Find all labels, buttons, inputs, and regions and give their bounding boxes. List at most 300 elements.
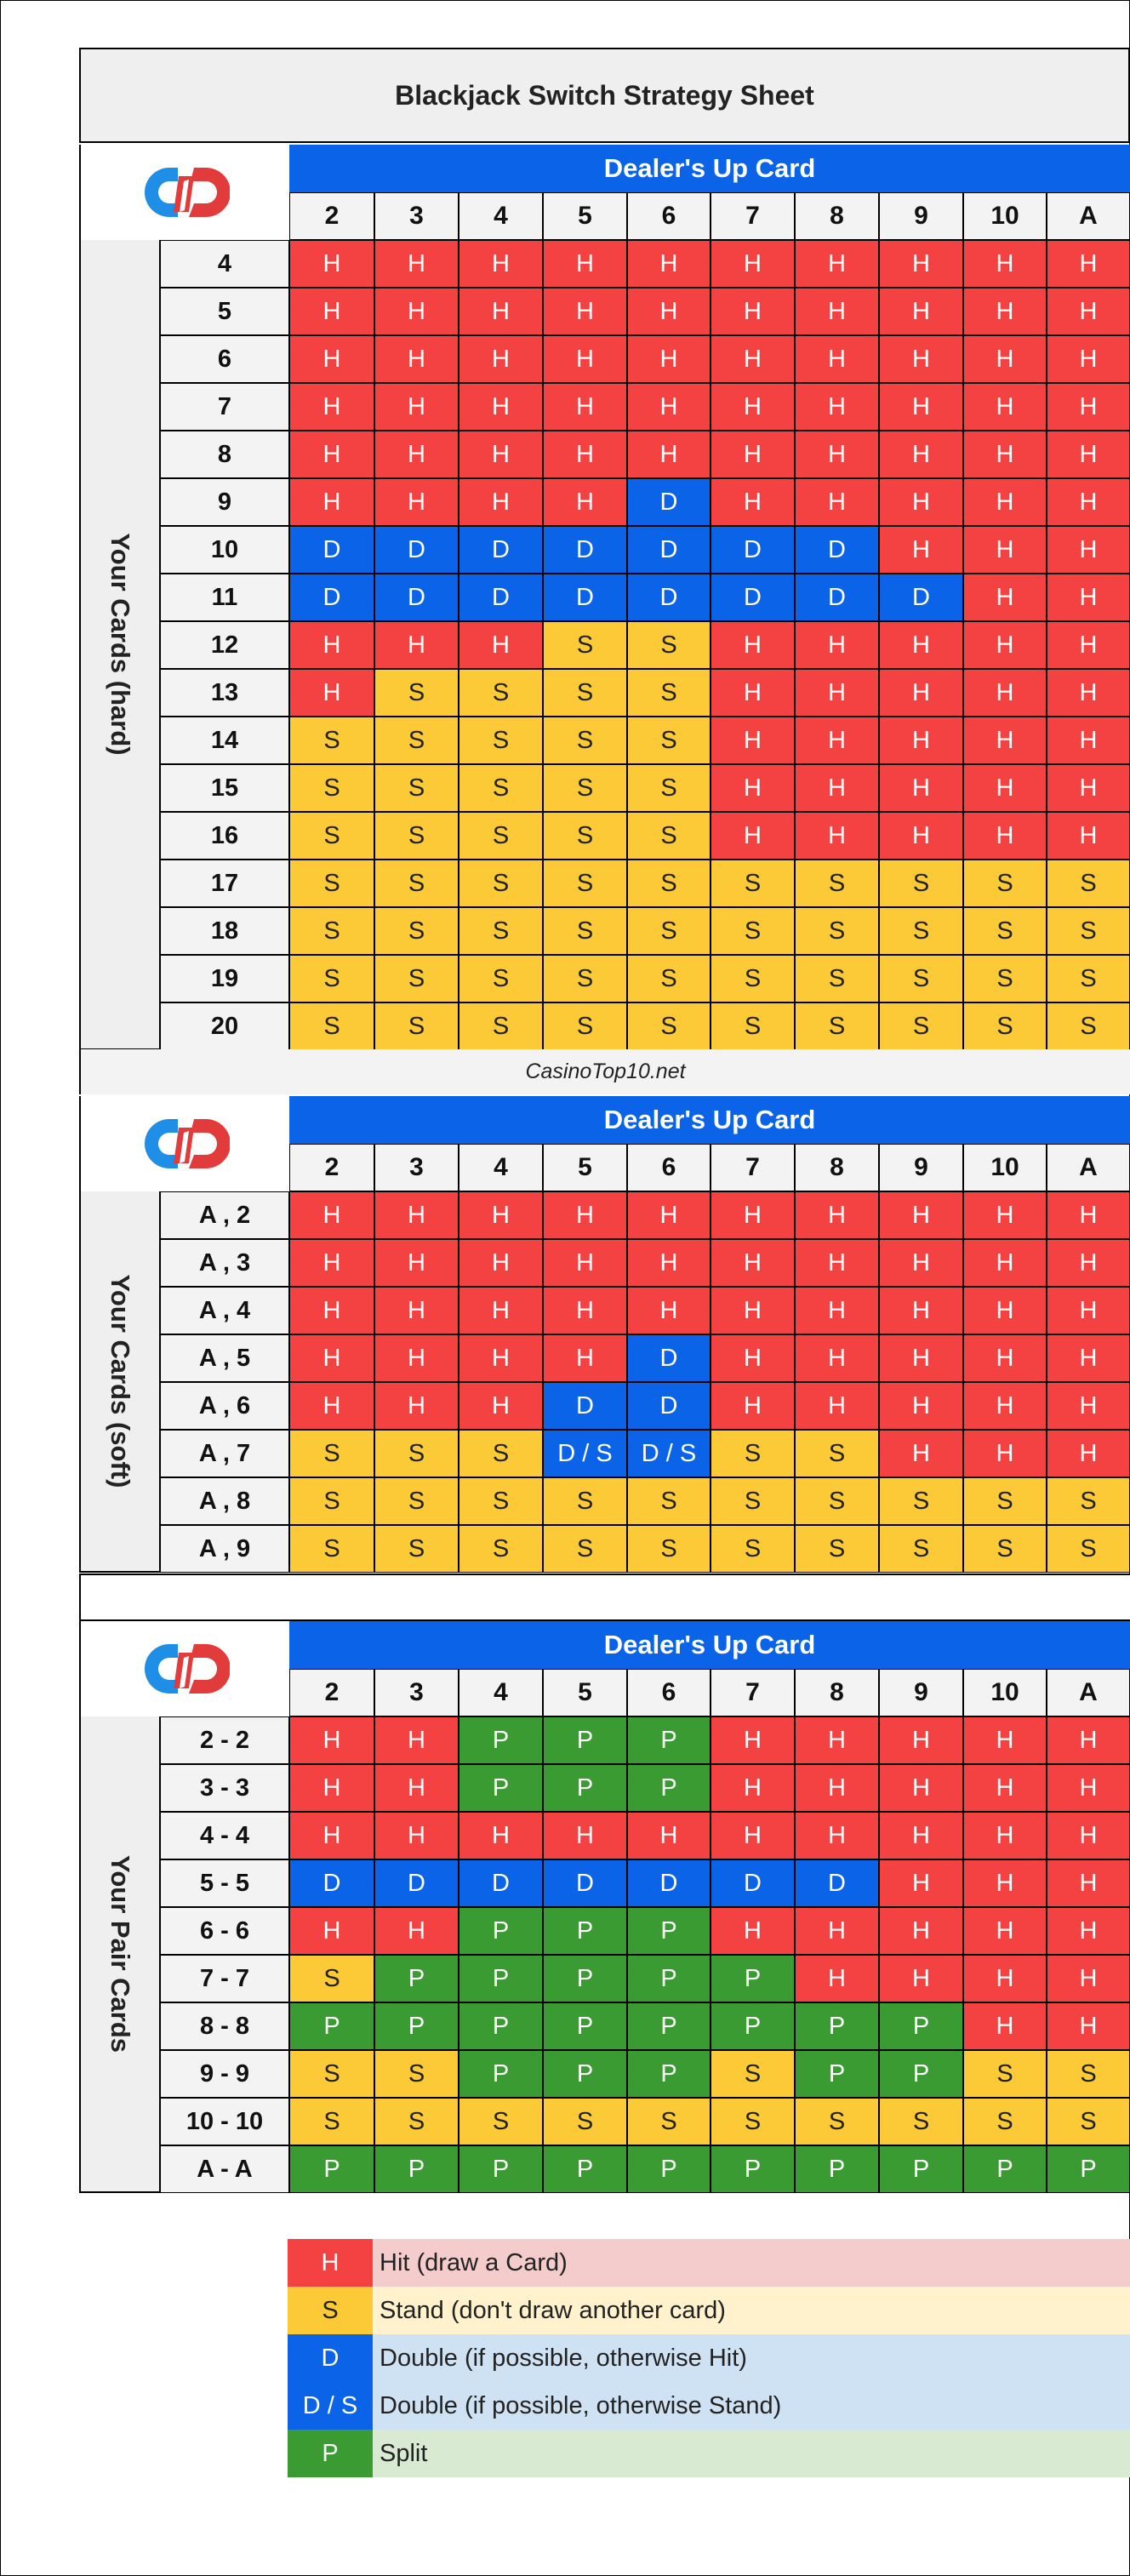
strategy-cell: H [879,1859,963,1907]
strategy-cell: H [543,1239,627,1287]
strategy-cell: H [963,335,1047,383]
player-hand-label: 12 [160,621,289,669]
strategy-cell: P [289,2002,374,2050]
strategy-cell: H [289,240,374,288]
strategy-cell: H [795,1955,879,2002]
strategy-cell: S [289,764,374,812]
strategy-cell: P [627,1955,711,2002]
strategy-cell: H [795,288,879,335]
strategy-cell: S [543,1477,627,1525]
strategy-cell: H [543,335,627,383]
strategy-cell: H [1047,383,1130,431]
strategy-cell: S [543,621,627,669]
strategy-cell: S [1047,907,1130,955]
strategy-cell: D / S [543,1430,627,1477]
strategy-cell: H [289,1716,374,1764]
player-hand-label: 2 - 2 [160,1716,289,1764]
player-hand-label: 14 [160,717,289,764]
strategy-cell: H [543,431,627,478]
strategy-cell: H [795,478,879,526]
table-row [160,1287,1130,1334]
player-hand-label: A , 6 [160,1382,289,1430]
strategy-cell: S [963,2050,1047,2098]
dealer-card-2: 2 [289,192,374,240]
strategy-cell: H [459,240,543,288]
strategy-cell: S [374,669,459,717]
strategy-cell: S [627,621,711,669]
strategy-cell: P [543,2002,627,2050]
strategy-cell: H [795,669,879,717]
strategy-cell: H [963,621,1047,669]
strategy-cell: S [289,1002,374,1050]
strategy-cell: P [374,2145,459,2193]
strategy-cell: H [879,812,963,860]
strategy-cell: H [459,1239,543,1287]
player-hand-label: 4 - 4 [160,1812,289,1859]
strategy-cell: H [374,240,459,288]
dealer-card-A: A [1047,192,1130,240]
strategy-cell: H [963,717,1047,764]
strategy-cell: S [879,907,963,955]
strategy-cell: S [627,955,711,1002]
logo [79,1096,289,1191]
strategy-cell: H [879,717,963,764]
strategy-cell: P [543,1716,627,1764]
strategy-cell: P [711,2002,795,2050]
strategy-cell: S [459,1477,543,1525]
dealer-card-2: 2 [289,1669,374,1716]
strategy-cell: P [543,1764,627,1812]
strategy-cell: S [374,860,459,907]
table-row [160,955,1130,1002]
strategy-cell: H [1047,2002,1130,2050]
strategy-cell: H [711,1764,795,1812]
strategy-cell: H [963,669,1047,717]
strategy-cell: H [795,383,879,431]
strategy-cell: H [289,1334,374,1382]
strategy-cell: H [1047,717,1130,764]
strategy-cell: P [289,2145,374,2193]
table-row [160,1955,1130,2002]
strategy-cell: P [711,2145,795,2193]
strategy-cell: S [879,2098,963,2145]
side-label-cell [79,240,160,1050]
player-hand-label: 10 [160,526,289,574]
strategy-cell: S [289,812,374,860]
legend-text: Double (if possible, otherwise Hit) [373,2334,1130,2382]
strategy-cell: H [879,431,963,478]
legend-text: Stand (don't draw another card) [373,2287,1130,2334]
strategy-cell: S [711,1477,795,1525]
strategy-cell: S [711,907,795,955]
side-label-cell [79,1716,160,2193]
strategy-cell: H [795,1239,879,1287]
strategy-table-2 [79,1621,1130,2193]
dealer-card-3: 3 [374,1144,459,1191]
strategy-cell: H [289,288,374,335]
strategy-cell: H [795,1191,879,1239]
strategy-cell: H [963,1382,1047,1430]
strategy-cell: S [963,860,1047,907]
strategy-table-0 [79,145,1130,1050]
dealer-card-5: 5 [543,1144,627,1191]
strategy-cell: D [459,1859,543,1907]
strategy-cell: H [963,812,1047,860]
sheet-title: Blackjack Switch Strategy Sheet [79,48,1130,143]
dealer-card-4: 4 [459,1144,543,1191]
strategy-cell: H [289,1239,374,1287]
strategy-cell: H [1047,1907,1130,1955]
strategy-cell: P [627,1716,711,1764]
strategy-cell: P [795,2050,879,2098]
strategy-cell: D [289,1859,374,1907]
strategy-cell: S [627,764,711,812]
dealer-card-6: 6 [627,1144,711,1191]
strategy-cell: H [289,1812,374,1859]
strategy-cell: H [963,1859,1047,1907]
strategy-cell: H [627,288,711,335]
strategy-cell: H [374,1334,459,1382]
legend-item [288,2334,1130,2382]
strategy-cell: D [879,574,963,621]
dealer-card-10: 10 [963,1144,1047,1191]
strategy-cell: H [795,335,879,383]
strategy-cell: H [795,621,879,669]
strategy-cell: H [1047,1764,1130,1812]
table-row [160,1191,1130,1239]
strategy-cell: H [879,1191,963,1239]
strategy-cell: D [627,574,711,621]
dealer-card-9: 9 [879,1144,963,1191]
table-row [160,1859,1130,1907]
strategy-cell: H [289,383,374,431]
strategy-cell: H [963,1191,1047,1239]
strategy-cell: H [879,526,963,574]
casinotop10-logo [141,164,230,220]
strategy-cell: S [543,717,627,764]
strategy-cell: D [711,526,795,574]
strategy-cell: H [879,1955,963,2002]
dealer-card-10: 10 [963,192,1047,240]
strategy-cell: H [289,478,374,526]
table-row [160,764,1130,812]
table-row [160,1239,1130,1287]
player-hand-label: 9 - 9 [160,2050,289,2098]
strategy-cell: S [795,1477,879,1525]
strategy-cell: H [1047,1859,1130,1907]
strategy-cell: H [711,1334,795,1382]
strategy-cell: H [289,1907,374,1955]
strategy-cell: H [879,1812,963,1859]
strategy-cell: S [1047,1477,1130,1525]
player-hand-label: 18 [160,907,289,955]
table-row [160,1907,1130,1955]
strategy-cell: S [711,2098,795,2145]
strategy-cell: H [879,1334,963,1382]
strategy-cell: P [627,1907,711,1955]
player-hand-label: 15 [160,764,289,812]
table-row [160,860,1130,907]
strategy-cell: S [627,812,711,860]
strategy-cell: H [289,669,374,717]
strategy-cell: H [963,1239,1047,1287]
strategy-cell: S [459,717,543,764]
strategy-cell: S [711,2050,795,2098]
strategy-cell: P [459,1764,543,1812]
strategy-cell: P [879,2145,963,2193]
strategy-cell: H [374,1191,459,1239]
dealer-card-8: 8 [795,192,879,240]
table-row [160,1002,1130,1050]
strategy-cell: H [795,812,879,860]
strategy-cell: H [963,574,1047,621]
strategy-cell: S [879,860,963,907]
strategy-cell: H [1047,1955,1130,2002]
strategy-cell: S [374,1525,459,1573]
table-row [160,907,1130,955]
strategy-cell: S [543,2098,627,2145]
strategy-cell: H [459,621,543,669]
strategy-cell: D [627,1334,711,1382]
strategy-cell: H [374,621,459,669]
strategy-cell: H [543,383,627,431]
strategy-cell: S [795,955,879,1002]
strategy-cell: D [289,574,374,621]
strategy-cell: H [459,335,543,383]
strategy-cell: H [1047,1812,1130,1859]
table-row [160,383,1130,431]
dealer-up-card-header: Dealer's Up Card [289,1621,1130,1669]
strategy-cell: H [1047,1716,1130,1764]
dealer-card-3: 3 [374,1669,459,1716]
table-row [160,2002,1130,2050]
strategy-cell: S [289,2050,374,2098]
strategy-cell: H [711,1287,795,1334]
dealer-card-5: 5 [543,1669,627,1716]
legend-key: P [288,2430,373,2477]
strategy-cell: S [459,1430,543,1477]
strategy-cell: H [879,621,963,669]
strategy-cell: S [1047,2050,1130,2098]
table-row [160,574,1130,621]
dealer-card-9: 9 [879,192,963,240]
strategy-cell: S [459,1525,543,1573]
strategy-cell: P [627,2145,711,2193]
strategy-cell: H [711,1382,795,1430]
strategy-cell: D [374,574,459,621]
strategy-cell: H [1047,574,1130,621]
strategy-cell: D [627,526,711,574]
strategy-cell: P [459,1955,543,2002]
strategy-cell: P [543,1907,627,1955]
player-hand-label: 13 [160,669,289,717]
strategy-cell: S [543,955,627,1002]
strategy-cell: H [963,1716,1047,1764]
table-row [160,478,1130,526]
strategy-cell: S [289,2098,374,2145]
strategy-cell: S [459,1002,543,1050]
strategy-cell: H [459,478,543,526]
legend-item [288,2382,1130,2430]
strategy-cell: D [459,526,543,574]
table-row [160,240,1130,288]
logo [79,1621,289,1716]
player-hand-label: A , 3 [160,1239,289,1287]
dealer-card-A: A [1047,1669,1130,1716]
strategy-cell: S [627,669,711,717]
strategy-cell: H [795,431,879,478]
strategy-cell: H [879,1287,963,1334]
strategy-cell: H [543,1334,627,1382]
strategy-cell: H [459,1287,543,1334]
strategy-cell: H [795,240,879,288]
dealer-card-7: 7 [711,192,795,240]
strategy-cell: H [1047,526,1130,574]
strategy-cell: S [711,1002,795,1050]
strategy-cell: H [1047,478,1130,526]
strategy-cell: H [879,669,963,717]
table-row [160,669,1130,717]
strategy-cell: H [711,764,795,812]
strategy-cell: S [374,1430,459,1477]
table-row [160,2050,1130,2098]
strategy-cell: D [795,574,879,621]
strategy-cell: H [711,478,795,526]
legend-key: D [288,2334,373,2382]
strategy-cell: S [627,1477,711,1525]
strategy-cell: D [543,574,627,621]
strategy-cell: H [879,240,963,288]
strategy-cell: P [374,1955,459,2002]
strategy-table-1 [79,1096,1130,1573]
strategy-cell: H [1047,1382,1130,1430]
strategy-cell: S [374,907,459,955]
strategy-cell: S [459,860,543,907]
strategy-cell: S [627,2098,711,2145]
table-row [160,288,1130,335]
strategy-cell: H [711,335,795,383]
strategy-cell: P [459,2050,543,2098]
dealer-card-4: 4 [459,1669,543,1716]
strategy-cell: S [795,1430,879,1477]
strategy-cell: H [459,383,543,431]
legend-item [288,2287,1130,2334]
strategy-cell: S [374,2050,459,2098]
side-label-cell [79,1191,160,1573]
strategy-cell: S [543,860,627,907]
strategy-cell: H [459,1382,543,1430]
strategy-cell: H [711,1239,795,1287]
strategy-cell: H [879,1382,963,1430]
strategy-cell: S [374,955,459,1002]
footer-credit: CasinoTop10.net [79,1049,1130,1094]
player-hand-label: A , 5 [160,1334,289,1382]
strategy-cell: H [289,621,374,669]
dealer-card-7: 7 [711,1144,795,1191]
strategy-cell: S [374,764,459,812]
strategy-cell: S [543,764,627,812]
strategy-cell: H [879,1430,963,1477]
strategy-cell: S [289,860,374,907]
player-hand-label: 4 [160,240,289,288]
player-hand-label: A , 8 [160,1477,289,1525]
strategy-cell: S [289,955,374,1002]
strategy-cell: S [543,1525,627,1573]
strategy-cell: D / S [627,1430,711,1477]
strategy-cell: H [627,383,711,431]
strategy-cell: S [963,1525,1047,1573]
strategy-cell: P [459,1716,543,1764]
side-label: Your Cards (soft) [106,1274,135,1488]
strategy-cell: P [543,1955,627,2002]
table-row [160,1716,1130,1764]
strategy-cell: S [543,1002,627,1050]
strategy-cell: H [795,1334,879,1382]
player-hand-label: 16 [160,812,289,860]
strategy-cell: H [963,2002,1047,2050]
strategy-cell: H [627,1239,711,1287]
legend-key: D / S [288,2382,373,2430]
strategy-cell: S [963,955,1047,1002]
strategy-cell: H [795,1382,879,1430]
table-row [160,335,1130,383]
strategy-cell: D [795,1859,879,1907]
strategy-cell: H [459,1334,543,1382]
strategy-cell: S [711,1430,795,1477]
dealer-card-6: 6 [627,1669,711,1716]
strategy-cell: H [963,240,1047,288]
strategy-cell: D [627,1859,711,1907]
strategy-cell: H [711,431,795,478]
strategy-cell: H [711,717,795,764]
strategy-cell: H [963,1812,1047,1859]
strategy-cell: H [963,1334,1047,1382]
strategy-cell: H [374,1239,459,1287]
strategy-cell: H [711,288,795,335]
strategy-cell: H [711,1716,795,1764]
strategy-cell: S [627,717,711,764]
strategy-cell: S [289,1525,374,1573]
strategy-cell: S [459,764,543,812]
strategy-cell: H [963,383,1047,431]
strategy-cell: H [1047,1430,1130,1477]
strategy-cell: H [1047,240,1130,288]
dealer-card-2: 2 [289,1144,374,1191]
strategy-cell: H [459,1191,543,1239]
legend-item [288,2239,1130,2287]
strategy-cell: S [795,1002,879,1050]
strategy-cell: S [289,717,374,764]
strategy-cell: S [374,1477,459,1525]
table-row [160,431,1130,478]
strategy-cell: H [879,288,963,335]
strategy-cell: H [879,1716,963,1764]
legend-text: Double (if possible, otherwise Stand) [373,2382,1130,2430]
strategy-cell: D [711,574,795,621]
dealer-card-10: 10 [963,1669,1047,1716]
strategy-cell: H [795,1764,879,1812]
strategy-cell: H [711,812,795,860]
strategy-cell: H [289,431,374,478]
side-label: Your Pair Cards [106,1854,135,2053]
table-row [160,2145,1130,2193]
strategy-cell: H [711,383,795,431]
strategy-cell: H [543,240,627,288]
table-row [160,2098,1130,2145]
player-hand-label: 7 [160,383,289,431]
strategy-cell: S [543,907,627,955]
strategy-cell: H [459,431,543,478]
